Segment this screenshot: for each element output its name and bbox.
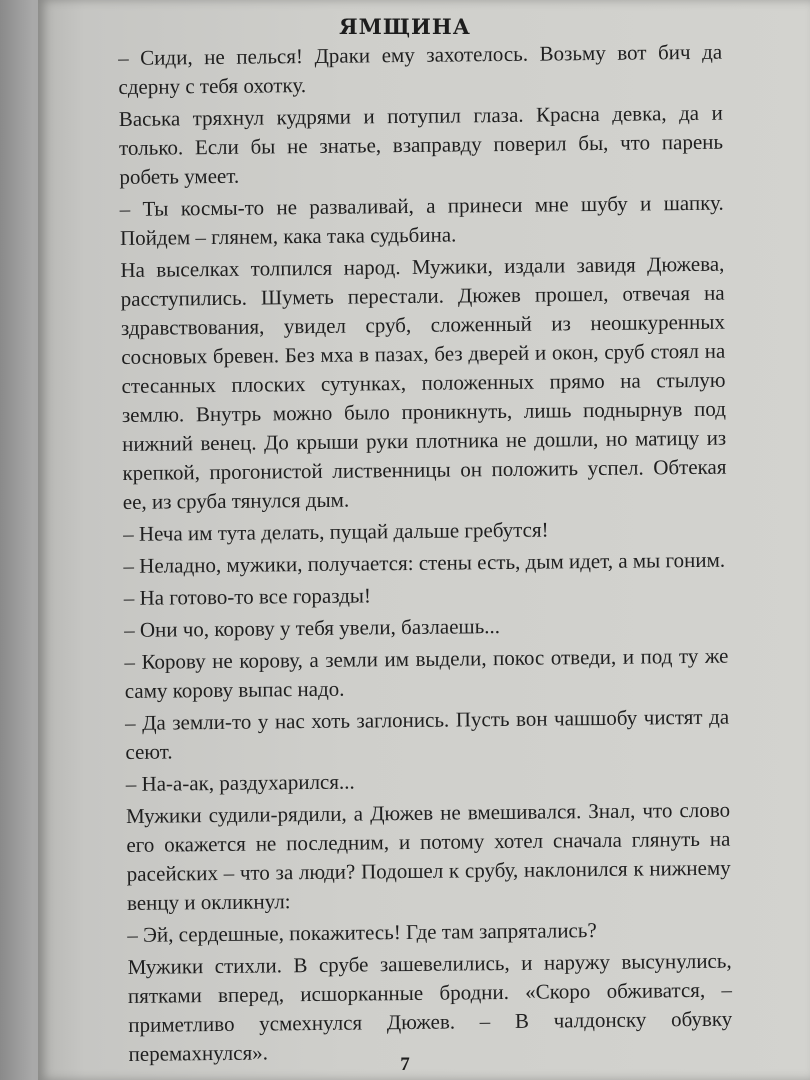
paragraph: Мужики стихли. В срубе зашевелились, и наружу высунулись, пятками вперед, исшорканные бродни. «Скоро обживатся, – приметливо усмехнулся Дюжев. – В чалдонску обувку перемахнулся». <box>127 948 733 1066</box>
paragraph: – Да земли-то у нас хоть заглонись. Пусть вон чашшобу чистят да сеют. <box>124 704 730 764</box>
paragraph: – На готово-то все горазды! <box>123 583 372 610</box>
paragraph: – Они чо, корову у тебя увели, базлаешь... <box>124 614 501 642</box>
running-head: ЯМЩИНА <box>339 14 471 39</box>
body-text <box>118 38 733 1072</box>
paragraph: На выселках толпился народ. Мужики, издали завидя Дюжева, расступились. Шуметь перестали. Дюжев прошел, отвечая на здравствования, увидел сруб, сложенный из неошкуренных сосновых бревен. Без мха в пазах, без дверей и окон, сруб стоял на стесанных плоских сутунках, положенных прямо на стылую землю. Внутрь можно было проникнуть, лишь поднырнув под нижний венец. До крыши руки плотника не дошли, но матицу из крепкой, прогонистой лиственницы он положить успел. Обтекая ее, из сруба тянулся дым. <box>120 251 727 514</box>
paragraph: – Корову не корову, а земли им выдели, покос отведи, и под ту же саму корову выпас надо. <box>124 643 729 703</box>
paragraph: – Неча им тута делать, пущай дальше гребутся! <box>123 517 549 546</box>
paragraph: – Эй, сердешные, покажитесь! Где там запрятались? <box>127 918 597 947</box>
paragraph: – Сиди, не пелься! Драки ему захотелось. Возьму вот бич да сдерну с тебя охотку. <box>118 39 723 99</box>
page-number: 7 <box>400 1054 410 1075</box>
paragraph: Васька тряхнул кудрями и потупил глаза. Красна девка, да и только. Если бы не знатье, взаправду поверил бы, что парень робеть умеет. <box>118 100 724 189</box>
paragraph: Мужики судили-рядили, а Дюжев не вмешивался. Знал, что слово его окажется не последним, и потому хотел сначала глянуть на расейских – что за люди? Подошел к срубу, наклонился к нижнему венцу и окликнул: <box>125 797 731 915</box>
paragraph: – На-а-ак, раздухарился... <box>125 769 355 796</box>
paragraph: – Ты космы-то не разваливай, а принеси мне шубу и шапку. Пойдем – глянем, кака така судьбина. <box>119 190 724 250</box>
paragraph: – Неладно, мужики, получается: стены есть, дым идет, а мы гоним. <box>123 547 726 578</box>
